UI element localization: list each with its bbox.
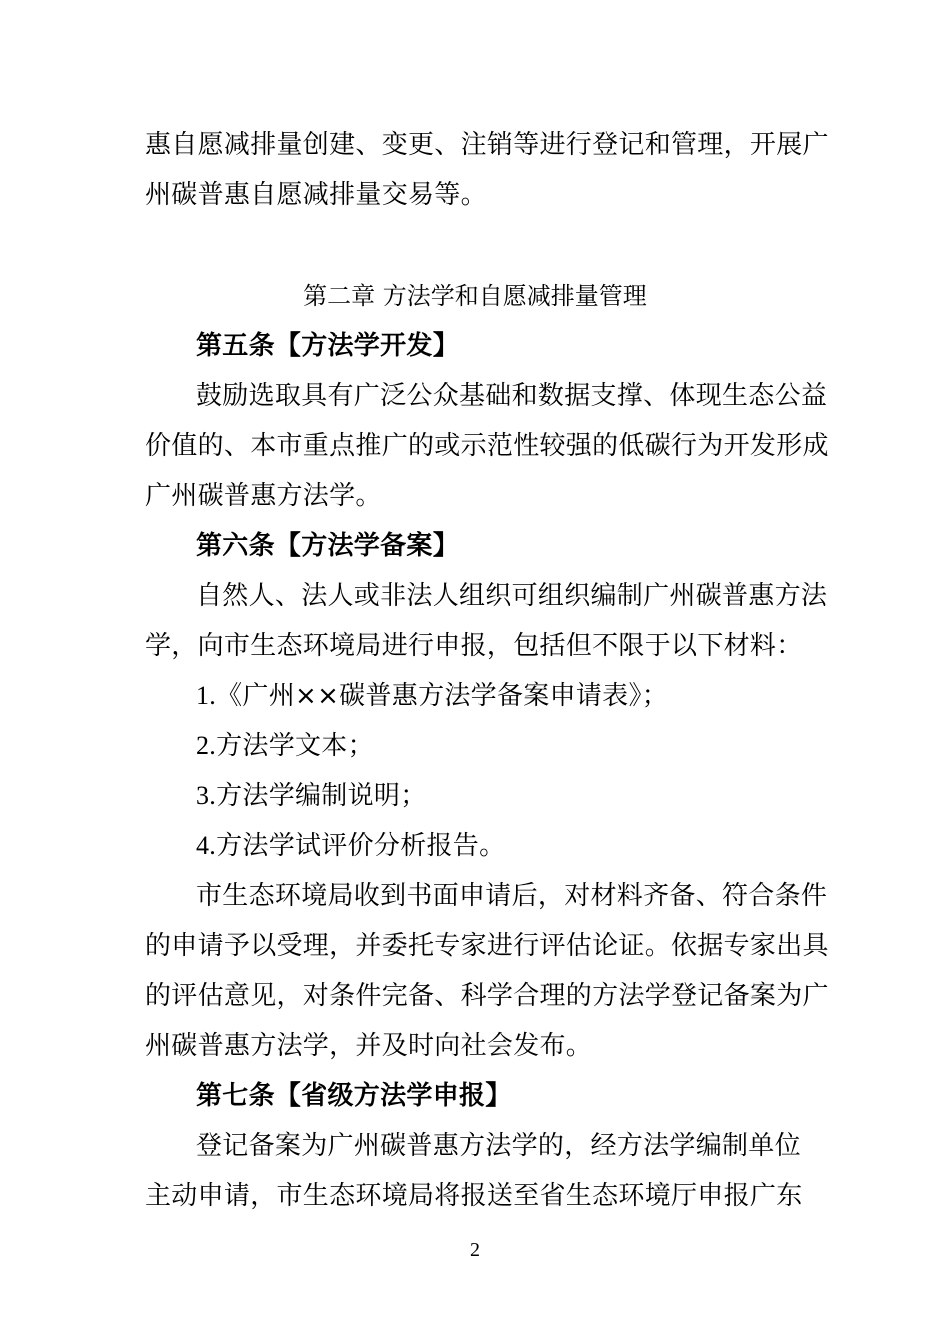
intro-line-1: 惠自愿减排量创建、变更、注销等进行登记和管理，开展广 <box>145 130 829 160</box>
intro-line-2: 州碳普惠自愿减排量交易等。 <box>145 180 487 210</box>
list-item-text: 方法学文本； <box>216 731 374 761</box>
list-item-number: 1. <box>196 681 217 710</box>
list-item <box>196 729 374 763</box>
chapter-title: 第二章 方法学和自愿减排量管理 <box>303 282 647 310</box>
list-item-number: 2. <box>196 731 217 760</box>
page-number: 2 <box>470 1239 480 1261</box>
article5-line-2: 价值的、本市重点推广的或示范性较强的低碳行为开发形成 <box>145 431 829 461</box>
list-item-text: 《广州××碳普惠方法学备案申请表》； <box>216 681 669 711</box>
list-item <box>196 829 505 863</box>
article5-line-1: 鼓励选取具有广泛公众基础和数据支撑、体现生态公益 <box>196 381 828 411</box>
article6-line-2: 学，向市生态环境局进行申报，包括但不限于以下材料： <box>145 631 803 661</box>
article7-line-2: 主动申请，市生态环境局将报送至省生态环境厅申报广东 <box>145 1181 803 1211</box>
article7-line-1: 登记备案为广州碳普惠方法学的，经方法学编制单位 <box>196 1131 801 1161</box>
list-item <box>196 679 668 713</box>
article6-closing-line-4: 州碳普惠方法学，并及时向社会发布。 <box>145 1031 593 1061</box>
article6-heading: 第六条【方法学备案】 <box>196 531 460 561</box>
article6-closing-line-2: 的申请予以受理，并委托专家进行评估论证。依据专家出具 <box>145 931 829 961</box>
list-item <box>196 779 427 813</box>
article6-line-1: 自然人、法人或非法人组织可组织编制广州碳普惠方法 <box>196 581 828 611</box>
list-item-number: 4. <box>196 831 217 860</box>
article5-heading: 第五条【方法学开发】 <box>196 331 460 361</box>
article7-heading: 第七条【省级方法学申报】 <box>196 1081 512 1111</box>
article6-closing-line-1: 市生态环境局收到书面申请后，对材料齐备、符合条件 <box>196 881 828 911</box>
list-item-text: 方法学试评价分析报告。 <box>216 831 506 861</box>
list-item-text: 方法学编制说明； <box>216 781 427 811</box>
article5-line-3: 广州碳普惠方法学。 <box>145 481 382 511</box>
article6-closing-line-3: 的评估意见，对条件完备、科学合理的方法学登记备案为广 <box>145 981 829 1011</box>
list-item-number: 3. <box>196 781 217 810</box>
